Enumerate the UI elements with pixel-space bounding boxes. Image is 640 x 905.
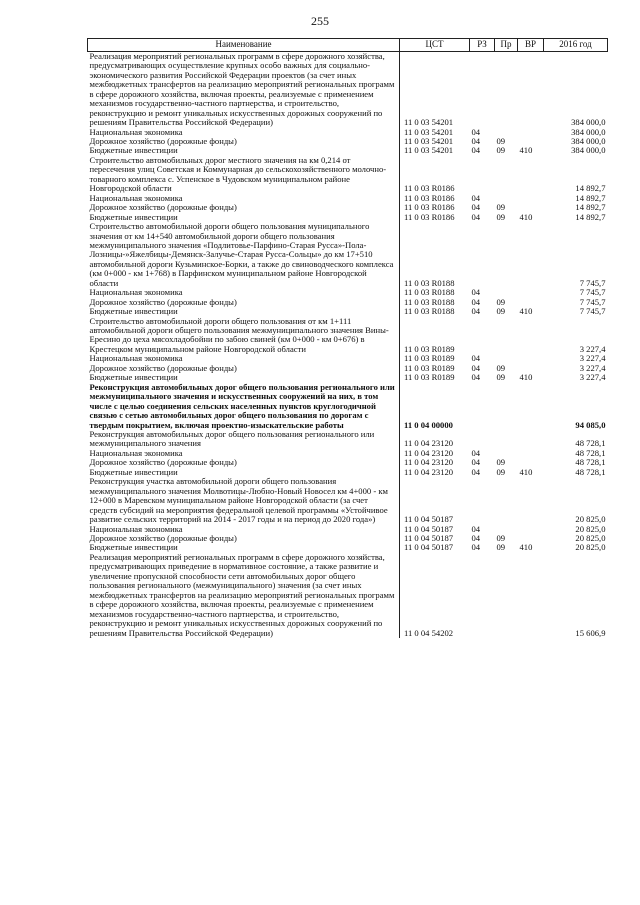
table-header-row (88, 39, 608, 52)
row-name: Бюджетные инвестиции (88, 146, 400, 155)
row-rz (470, 156, 495, 194)
page-number: 255 (311, 14, 329, 28)
budget-table (87, 38, 608, 638)
row-cst: 11 0 04 00000 (404, 419, 453, 430)
table-row (88, 553, 608, 638)
row-cst: 11 0 04 23120 (404, 447, 454, 458)
row-vr (518, 383, 544, 430)
row-amount: 14 892,7 (575, 192, 606, 203)
row-cst: 11 0 04 54202 (404, 627, 454, 638)
row-rz: 04 (471, 353, 481, 364)
row-pr: 09 (496, 457, 506, 468)
header-year: 2016 год (544, 39, 608, 52)
row-cst: 11 0 03 R0186 (404, 202, 455, 213)
row-amount: 20 825,0 (575, 533, 606, 543)
row-amount: 14 892,7 (575, 211, 606, 222)
row-amount: 14 892,7 (575, 202, 606, 213)
row-rz (470, 430, 495, 449)
row-pr: 09 (496, 542, 506, 553)
row-pr: 09 (496, 145, 506, 156)
row-name: Реконструкция автомобильных дорог общего пользования регионального или межмуниципального значения (88, 430, 400, 449)
row-name: Дорожное хозяйство (дорожные фонды) (88, 137, 400, 146)
row-name: Национальная экономика (88, 449, 400, 458)
row-cst: 11 0 04 23120 (404, 457, 454, 468)
row-rz (470, 317, 495, 355)
row-vr (518, 449, 544, 458)
row-cst: 11 0 03 R0186 (404, 192, 455, 203)
row-rz: 04 (471, 192, 481, 203)
row-vr (518, 317, 544, 355)
row-vr (518, 128, 544, 137)
row-amount: 48 728,1 (575, 457, 606, 468)
row-amount: 3 227,4 (579, 353, 606, 364)
row-rz: 04 (471, 523, 481, 534)
table-body (88, 51, 608, 638)
row-rz: 04 (471, 287, 481, 298)
row-amount: 384 000,0 (571, 117, 606, 128)
row-vr (518, 430, 544, 449)
row-vr: 410 (519, 145, 533, 156)
table-row (88, 477, 608, 524)
row-cst: 11 0 04 23120 (404, 438, 454, 449)
row-rz (470, 383, 495, 430)
row-vr: 410 (519, 211, 533, 222)
row-amount: 20 825,0 (575, 523, 606, 534)
row-cst: 11 0 03 R0188 (404, 287, 455, 298)
row-cst: 11 0 03 54201 (404, 135, 454, 146)
row-name: Реализация мероприятий региональных программ в сфере дорожного хозяйства, предусматривающих осуществление крупных особо важных для социально-экономического развития Российской Федерации проектов (за счет иных межбюджетных трансфертов на реализацию мероприятий региональных программ в сфере дорожного хозяйства, включая проекты, реализуемые с применением механизмов государственно-частного партнерства, и строительство, реконструкцию и ремонт уникальных искусственных дорожных сооружений по решениям Правительства Российской Федерации) (88, 51, 400, 127)
row-rz (470, 477, 495, 524)
row-amount: 94 085,0 (575, 419, 606, 430)
row-amount: 384 000,0 (571, 126, 606, 137)
header-rz: РЗ (470, 39, 495, 52)
row-pr (495, 222, 518, 288)
row-amount: 3 227,4 (579, 372, 606, 383)
row-name: Дорожное хозяйство (дорожные фонды) (88, 458, 400, 467)
row-rz: 04 (471, 372, 481, 383)
row-pr (495, 553, 518, 638)
row-name: Строительство автомобильных дорог местного значения на км 0,214 от пересечения улиц Советская и Коммунарная до сельскохозяйственного молочно-товарного комплекса с. Успенское в Чудовском муниципальном районе Новгородской области (88, 156, 400, 194)
row-cst: 11 0 04 23120 (404, 466, 454, 477)
row-rz: 04 (471, 533, 481, 543)
row-name: Строительство автомобильной дороги общего пользования от км 1+111 автомобильной дороги общего пользования межмуниципального значения Вины-Ересино до цеха мясохладобойни по забою свиней (км 0+000 - км 0+676) в Крестецком муниципальном районе Новгородской области (88, 317, 400, 355)
row-rz: 04 (471, 135, 481, 146)
row-name: Реконструкция автомобильных дорог общего пользования регионального или межмуниципального значения и искусственных сооружений на них, в том числе с целью соединения сельских населенных пунктов круглогодичной связью с сетью автомобильных дорог общего пользования по дорогам с твердым покрытием, включая проектно-изыскательские работы (88, 383, 400, 430)
row-amount: 384 000,0 (571, 145, 606, 156)
row-pr: 09 (496, 372, 506, 383)
row-rz (470, 553, 495, 638)
row-name: Дорожное хозяйство (дорожные фонды) (88, 364, 400, 373)
row-amount: 48 728,1 (575, 447, 606, 458)
header-vr: ВР (518, 39, 544, 52)
row-pr (495, 156, 518, 194)
row-name: Строительство автомобильной дороги общего пользования муниципального значения от км 14+540 автомобильной дороги общего пользования межмуниципального значения «Подлитовье-Парфино-Старая Русса»-Пола-Лозницы-»Яжелбицы-Демянск-Залучье-Старая Русса-Сольцы» до км 17+510 автомобильной дороги Кузьминское-Борки, а также до свиноводческого комплекса (км 0+000 - км 1+768) в Парфинском муниципальном районе Новгородской области (88, 222, 400, 288)
row-pr (495, 430, 518, 449)
row-name: Дорожное хозяйство (дорожные фонды) (88, 203, 400, 212)
row-pr: 09 (496, 306, 506, 317)
row-vr (518, 51, 544, 127)
row-cst: 11 0 03 R0188 (404, 277, 455, 288)
row-vr: 410 (519, 542, 533, 553)
row-amount: 48 728,1 (575, 466, 606, 477)
row-rz: 04 (471, 202, 481, 213)
row-vr: 410 (519, 372, 533, 383)
row-rz: 04 (471, 457, 481, 468)
row-rz (470, 51, 495, 127)
row-amount: 7 745,7 (579, 296, 606, 307)
row-cst: 11 0 04 50187 (404, 533, 454, 543)
row-amount: 3 227,4 (579, 362, 606, 373)
table-row (88, 222, 608, 288)
row-amount: 15 606,9 (575, 627, 606, 638)
row-name: Национальная экономика (88, 128, 400, 137)
header-pr: Пр (495, 39, 518, 52)
row-pr: 09 (496, 135, 506, 146)
row-rz: 04 (471, 542, 481, 553)
table-row (88, 156, 608, 194)
row-pr: 09 (496, 362, 506, 373)
table-row (88, 430, 608, 449)
row-rz: 04 (471, 362, 481, 373)
row-amount: 384 000,0 (571, 135, 606, 146)
row-cst: 11 0 03 R0186 (404, 183, 455, 194)
row-cst: 11 0 03 R0188 (404, 296, 455, 307)
table-row (88, 51, 608, 127)
row-pr: 09 (496, 296, 506, 307)
row-cst: 11 0 03 54201 (404, 145, 454, 156)
row-vr (518, 222, 544, 288)
row-name: Бюджетные инвестиции (88, 307, 400, 316)
row-pr: 09 (496, 202, 506, 213)
row-amount: 20 825,0 (575, 542, 606, 553)
row-name: Бюджетные инвестиции (88, 468, 400, 477)
row-name: Реконструкция участка автомобильной дороги общего пользования межмуниципального значения Молвотицы-Любно-Новый Новосел км 4+000 - км 12+000 в Маревском муниципальном районе Новгородской области (за счет средств субсидий на мероприятия федеральной целевой программы «Устойчивое развитие сельских территорий на 2014 - 2017 годы и на период до 2020 года») (88, 477, 400, 524)
row-pr (495, 383, 518, 430)
row-cst: 11 0 03 R0189 (404, 353, 455, 364)
row-rz (470, 222, 495, 288)
row-vr (518, 525, 544, 534)
row-amount: 7 745,7 (579, 306, 606, 317)
table-row (88, 383, 608, 430)
row-name: Дорожное хозяйство (дорожные фонды) (88, 298, 400, 307)
row-amount: 7 745,7 (579, 277, 606, 288)
row-cst: 11 0 03 R0189 (404, 343, 455, 354)
row-name: Национальная экономика (88, 194, 400, 203)
row-cst: 11 0 03 R0186 (404, 211, 455, 222)
row-rz: 04 (471, 447, 481, 458)
row-pr: 09 (496, 533, 506, 543)
row-pr: 09 (496, 466, 506, 477)
row-pr: 09 (496, 211, 506, 222)
row-cst: 11 0 04 50187 (404, 542, 454, 553)
row-vr: 410 (519, 466, 533, 477)
row-cst: 11 0 03 R0188 (404, 306, 455, 317)
row-rz: 04 (471, 306, 481, 317)
row-name: Бюджетные инвестиции (88, 213, 400, 222)
row-amount: 7 745,7 (579, 287, 606, 298)
row-rz: 04 (471, 126, 481, 137)
header-name: Наименование (88, 39, 400, 52)
row-cst: 11 0 04 50187 (404, 523, 454, 534)
row-vr (518, 156, 544, 194)
row-name: Бюджетные инвестиции (88, 543, 400, 552)
row-pr (495, 477, 518, 524)
row-amount: 48 728,1 (575, 438, 606, 449)
table-row (88, 317, 608, 355)
row-cst: 11 0 03 R0189 (404, 372, 455, 383)
row-rz: 04 (471, 466, 481, 477)
row-vr (518, 288, 544, 297)
row-rz: 04 (471, 296, 481, 307)
row-pr (495, 51, 518, 127)
row-pr (495, 317, 518, 355)
row-name: Национальная экономика (88, 354, 400, 363)
header-cst: ЦСТ (400, 39, 470, 52)
row-name: Бюджетные инвестиции (88, 373, 400, 382)
row-vr: 410 (519, 306, 533, 317)
row-cst: 11 0 03 54201 (404, 117, 454, 128)
row-name: Национальная экономика (88, 288, 400, 297)
row-cst: 11 0 04 50187 (404, 514, 454, 525)
row-rz: 04 (471, 211, 481, 222)
row-cst: 11 0 03 54201 (404, 126, 454, 137)
row-cst: 11 0 03 R0189 (404, 362, 455, 373)
row-amount: 14 892,7 (575, 183, 606, 194)
row-rz: 04 (471, 145, 481, 156)
row-name: Реализация мероприятий региональных программ в сфере дорожного хозяйства, предусматривающих приведение в нормативное состояние, а также развитие и увеличение пропускной способности сети автомобильных дорог общего пользования регионального (межмуниципального) значения (за счет иных межбюджетных трансфертов на реализацию мероприятий региональных программ в сфере дорожного хозяйства, включая проекты, реализуемые с применением механизмов государственно-частного партнерства, и строительство, реконструкцию и ремонт уникальных искусственных дорожных сооружений по решениям Правительства Российской Федерации) (88, 553, 400, 638)
row-vr (518, 354, 544, 363)
row-vr (518, 194, 544, 203)
row-name: Дорожное хозяйство (дорожные фонды) (88, 534, 400, 543)
row-vr (518, 477, 544, 524)
row-amount: 20 825,0 (575, 514, 606, 525)
row-vr (518, 553, 544, 638)
row-name: Национальная экономика (88, 525, 400, 534)
row-amount: 3 227,4 (579, 343, 606, 354)
